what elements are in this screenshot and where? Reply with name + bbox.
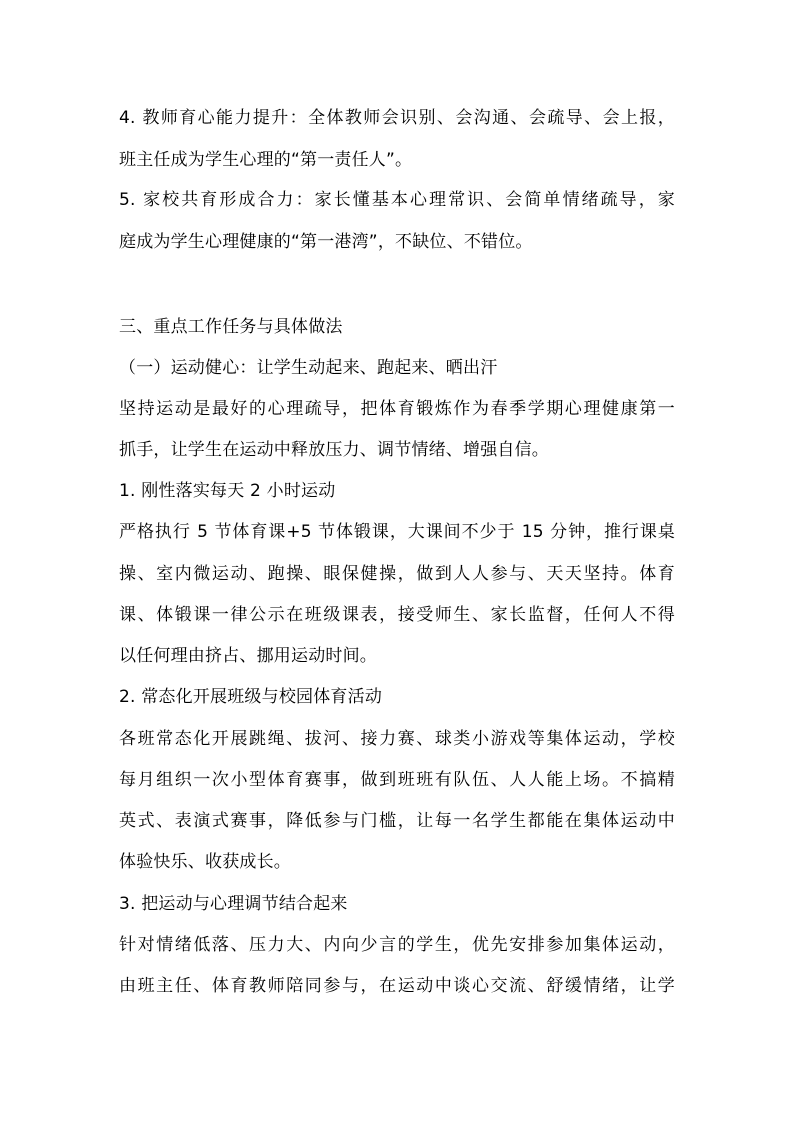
subsection-heading: （一）运动健心：让学生动起来、跑起来、晒出汗 (119, 358, 498, 378)
section-heading: 三、重点工作任务与具体做法 (119, 317, 343, 337)
item4-line2: 班主任成为学生心理的“第一责任人”。 (119, 150, 413, 170)
point2-line4: 体验快乐、收获成长。 (119, 852, 291, 872)
point1-line3: 课、体锻课一律公示在班级课表，接受师生、家长监督，任何人不得 (119, 605, 675, 625)
point3-line1: 针对情绪低落、压力大、内向少言的学生，优先安排参加集体运动， (119, 935, 675, 955)
point2-line2: 每月组织一次小型体育赛事，做到班班有队伍、人人能上场。不搞精 (119, 770, 675, 790)
point1-line2: 操、室内微运动、跑操、眼保健操，做到人人参与、天天坚持。体育 (119, 564, 675, 584)
point2-title: 2. 常态化开展班级与校园体育活动 (119, 687, 383, 707)
item4-line1: 4. 教师育心能力提升：全体教师会识别、会沟通、会疏导、会上报， (119, 108, 675, 128)
point1-line1: 严格执行 5 节体育课+5 节体锻课，大课间不少于 15 分钟，推行课桌 (119, 522, 675, 542)
point1-title: 1. 刚性落实每天 2 小时运动 (119, 481, 336, 501)
point3-line2: 由班主任、体育教师陪同参与，在运动中谈心交流、舒缓情绪，让学 (119, 976, 675, 996)
intro-line1: 坚持运动是最好的心理疏导，把体育锻炼作为春季学期心理健康第一 (119, 399, 675, 419)
item5-line1: 5. 家校共育形成合力：家长懂基本心理常识、会简单情绪疏导，家 (119, 190, 675, 210)
item5-line2: 庭成为学生心理健康的“第一港湾”，不缺位、不错位。 (119, 232, 533, 252)
point2-line1: 各班常态化开展跳绳、拔河、接力赛、球类小游戏等集体运动，学校 (119, 729, 675, 749)
point1-line4: 以任何理由挤占、挪用运动时间。 (119, 646, 377, 666)
intro-line2: 抓手，让学生在运动中释放压力、调节情绪、增强自信。 (119, 440, 549, 460)
point3-title: 3. 把运动与心理调节结合起来 (119, 894, 348, 914)
point2-line3: 英式、表演式赛事，降低参与门槛，让每一名学生都能在集体运动中 (119, 811, 675, 831)
